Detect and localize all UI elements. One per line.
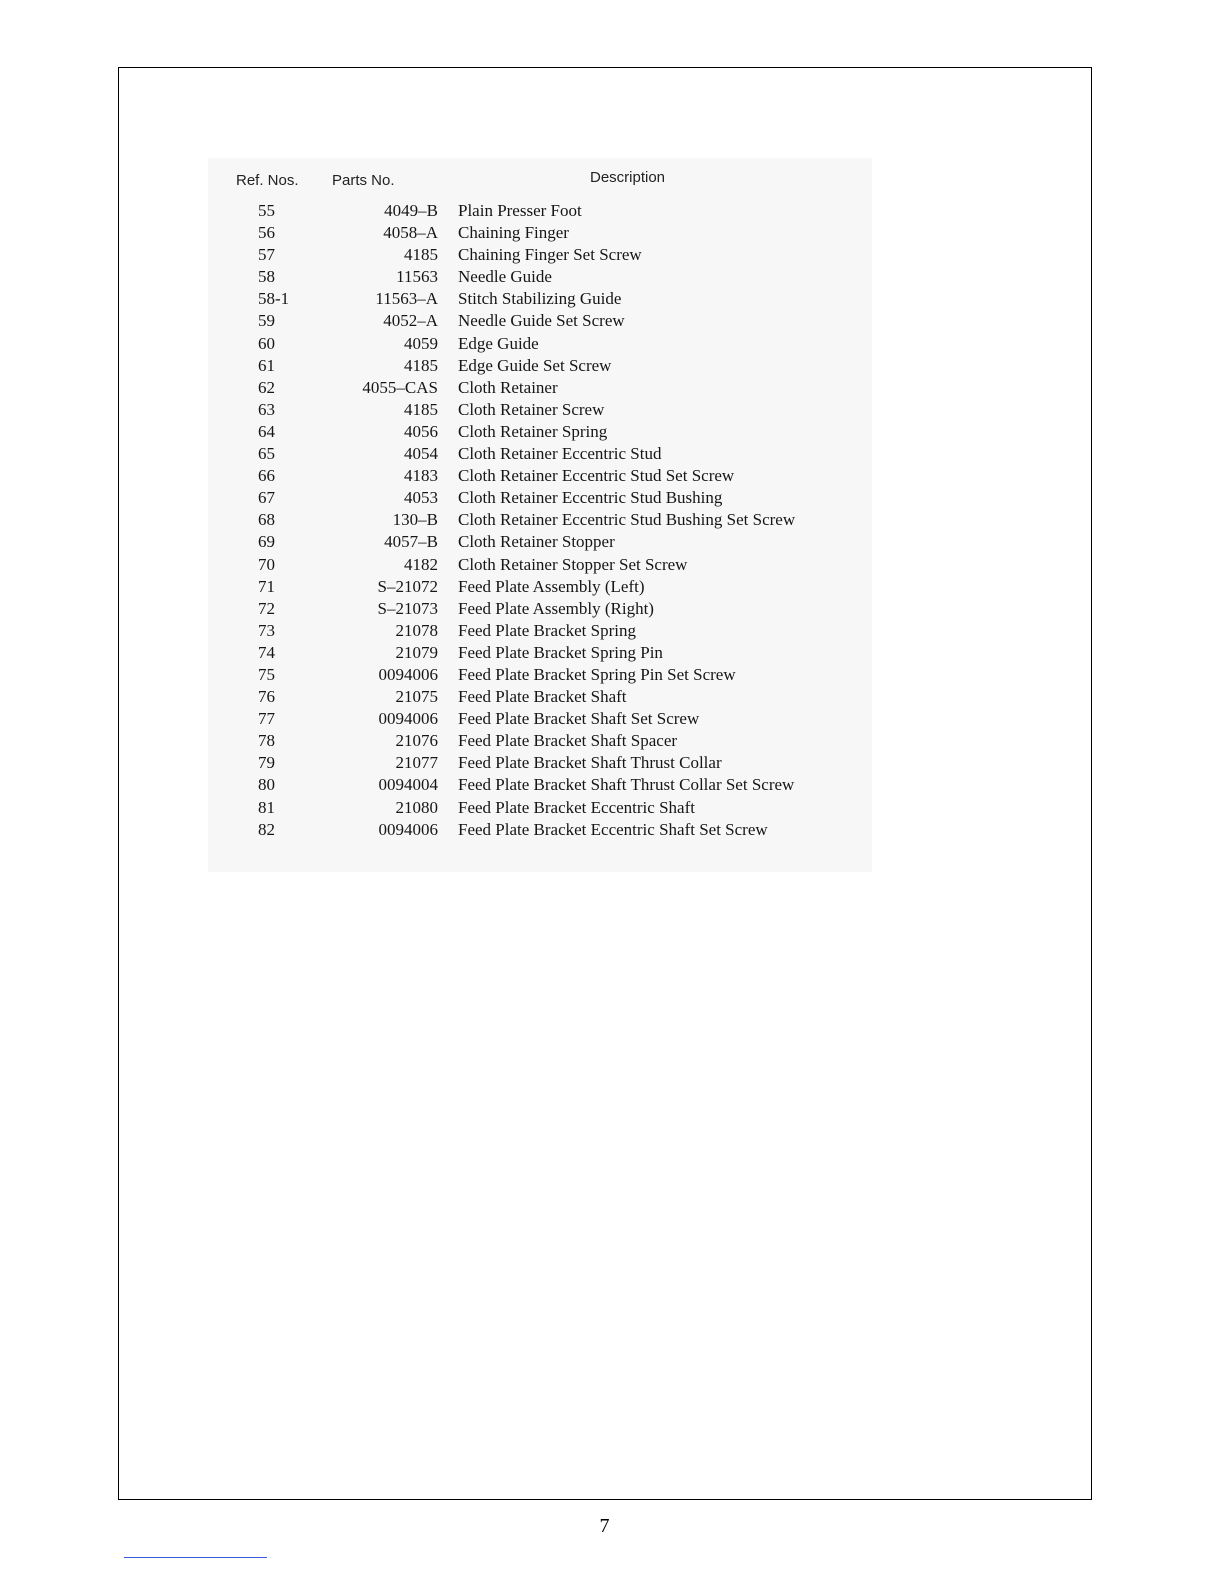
part-description: Feed Plate Bracket Shaft Set Screw xyxy=(458,709,700,729)
footer-rule xyxy=(124,1557,267,1558)
ref-number: 77 xyxy=(258,709,275,729)
table-row xyxy=(232,377,852,399)
table-row xyxy=(232,642,852,664)
table-row xyxy=(232,819,852,841)
part-description: Feed Plate Bracket Spring Pin xyxy=(458,642,663,662)
part-description: Needle Guide xyxy=(458,267,552,287)
part-number: 21079 xyxy=(395,642,438,662)
table-row xyxy=(232,708,852,730)
table-row xyxy=(232,774,852,796)
part-description: Cloth Retainer Eccentric Stud xyxy=(458,444,662,464)
ref-number: 69 xyxy=(258,532,275,552)
part-description: Cloth Retainer Spring xyxy=(458,421,608,441)
table-row xyxy=(232,487,852,509)
part-description: Cloth Retainer Stopper xyxy=(458,532,615,552)
ref-number: 59 xyxy=(258,311,275,331)
ref-number: 74 xyxy=(258,642,275,662)
table-row xyxy=(232,465,852,487)
part-number: 0094006 xyxy=(378,819,438,839)
ref-number: 63 xyxy=(258,399,275,419)
part-description: Feed Plate Bracket Shaft Spacer xyxy=(458,731,678,751)
table-row xyxy=(232,730,852,752)
part-description: Plain Presser Foot xyxy=(458,201,582,220)
part-number: 130–B xyxy=(392,510,438,530)
part-number: 0094006 xyxy=(378,709,438,729)
ref-number: 65 xyxy=(258,444,275,464)
ref-number: 67 xyxy=(258,488,275,508)
ref-number: 58 xyxy=(258,267,275,287)
part-description: Feed Plate Bracket Shaft Thrust Collar xyxy=(458,753,722,773)
table-row xyxy=(232,531,852,553)
part-description: Feed Plate Bracket Spring Pin Set Screw xyxy=(458,664,736,684)
part-description: Feed Plate Bracket Eccentric Shaft xyxy=(458,797,695,817)
ref-number: 76 xyxy=(258,687,275,707)
part-description: Cloth Retainer Screw xyxy=(458,399,605,419)
part-number: 4057–B xyxy=(384,532,438,552)
part-number: 21077 xyxy=(395,753,438,773)
table-row xyxy=(232,200,852,222)
table-row xyxy=(232,752,852,774)
part-description: Feed Plate Bracket Shaft Thrust Collar Set Screw xyxy=(458,775,795,795)
ref-number: 64 xyxy=(258,421,275,441)
part-number: S–21073 xyxy=(377,598,438,618)
part-number: 4054 xyxy=(404,444,438,464)
part-number: S–21072 xyxy=(377,576,438,596)
table-row xyxy=(232,576,852,598)
page-number: 7 xyxy=(599,1515,610,1537)
ref-number: 61 xyxy=(258,355,275,375)
part-number: 11563 xyxy=(396,267,438,287)
part-description: Feed Plate Bracket Shaft xyxy=(458,687,627,707)
table-row xyxy=(232,266,852,288)
part-description: Cloth Retainer Eccentric Stud Bushing Set Screw xyxy=(458,510,796,530)
part-number: 4056 xyxy=(404,421,438,441)
table-row xyxy=(232,333,852,355)
ref-number: 68 xyxy=(258,510,275,530)
part-number: 21080 xyxy=(395,797,438,817)
table-row xyxy=(232,797,852,819)
table-body xyxy=(232,200,852,841)
part-number: 4185 xyxy=(404,399,438,419)
table-row xyxy=(232,620,852,642)
ref-number: 60 xyxy=(258,333,275,353)
part-description: Feed Plate Assembly (Left) xyxy=(458,576,645,596)
header-description: Description xyxy=(590,169,666,186)
ref-number: 55 xyxy=(258,201,275,220)
table-row xyxy=(232,664,852,686)
table-row xyxy=(232,554,852,576)
part-number: 4185 xyxy=(404,245,438,265)
part-description: Cloth Retainer Eccentric Stud Set Screw xyxy=(458,466,735,486)
table-row xyxy=(232,421,852,443)
part-number: 4052–A xyxy=(383,311,438,331)
table-header xyxy=(232,168,852,198)
ref-number: 66 xyxy=(258,466,275,486)
table-row xyxy=(232,399,852,421)
part-description: Cloth Retainer Eccentric Stud Bushing xyxy=(458,488,723,508)
part-description: Feed Plate Bracket Spring xyxy=(458,620,636,640)
part-description: Chaining Finger xyxy=(458,223,569,243)
part-number: 0094004 xyxy=(378,775,438,795)
ref-number: 72 xyxy=(258,598,275,618)
ref-number: 81 xyxy=(258,797,275,817)
ref-number: 70 xyxy=(258,554,275,574)
part-description: Edge Guide xyxy=(458,333,539,353)
part-number: 4049–B xyxy=(384,201,438,220)
ref-number: 58-1 xyxy=(258,289,290,309)
part-description: Stitch Stabilizing Guide xyxy=(458,289,622,309)
part-number: 4053 xyxy=(404,488,438,508)
part-number: 4185 xyxy=(404,355,438,375)
ref-number: 56 xyxy=(258,223,275,243)
part-description: Feed Plate Bracket Eccentric Shaft Set Screw xyxy=(458,819,768,839)
part-description: Needle Guide Set Screw xyxy=(458,311,625,331)
part-description: Edge Guide Set Screw xyxy=(458,355,612,375)
parts-table xyxy=(232,168,852,841)
ref-number: 75 xyxy=(258,664,275,684)
table-row xyxy=(232,288,852,310)
ref-number: 82 xyxy=(258,819,275,839)
part-number: 4058–A xyxy=(383,223,438,243)
part-number: 11563–A xyxy=(375,289,438,309)
table-row xyxy=(232,686,852,708)
ref-number: 57 xyxy=(258,245,275,265)
header-ref-nos: Ref. Nos. xyxy=(236,172,299,189)
ref-number: 80 xyxy=(258,775,275,795)
part-number: 4059 xyxy=(404,333,438,353)
ref-number: 62 xyxy=(258,377,275,397)
table-row xyxy=(232,222,852,244)
table-row xyxy=(232,443,852,465)
part-number: 21078 xyxy=(395,620,438,640)
part-number: 4055–CAS xyxy=(362,377,438,397)
part-number: 21075 xyxy=(395,687,438,707)
part-number: 0094006 xyxy=(378,664,438,684)
part-number: 4182 xyxy=(404,554,438,574)
part-description: Cloth Retainer xyxy=(458,377,558,397)
ref-number: 79 xyxy=(258,753,275,773)
header-parts-no: Parts No. xyxy=(332,172,395,189)
part-description: Chaining Finger Set Screw xyxy=(458,245,642,265)
part-description: Feed Plate Assembly (Right) xyxy=(458,598,654,618)
table-row xyxy=(232,355,852,377)
ref-number: 78 xyxy=(258,731,275,751)
part-number: 4183 xyxy=(404,466,438,486)
part-number: 21076 xyxy=(395,731,438,751)
table-row xyxy=(232,244,852,266)
table-row xyxy=(232,598,852,620)
ref-number: 73 xyxy=(258,620,275,640)
table-row xyxy=(232,310,852,332)
part-description: Cloth Retainer Stopper Set Screw xyxy=(458,554,688,574)
table-row xyxy=(232,509,852,531)
ref-number: 71 xyxy=(258,576,275,596)
